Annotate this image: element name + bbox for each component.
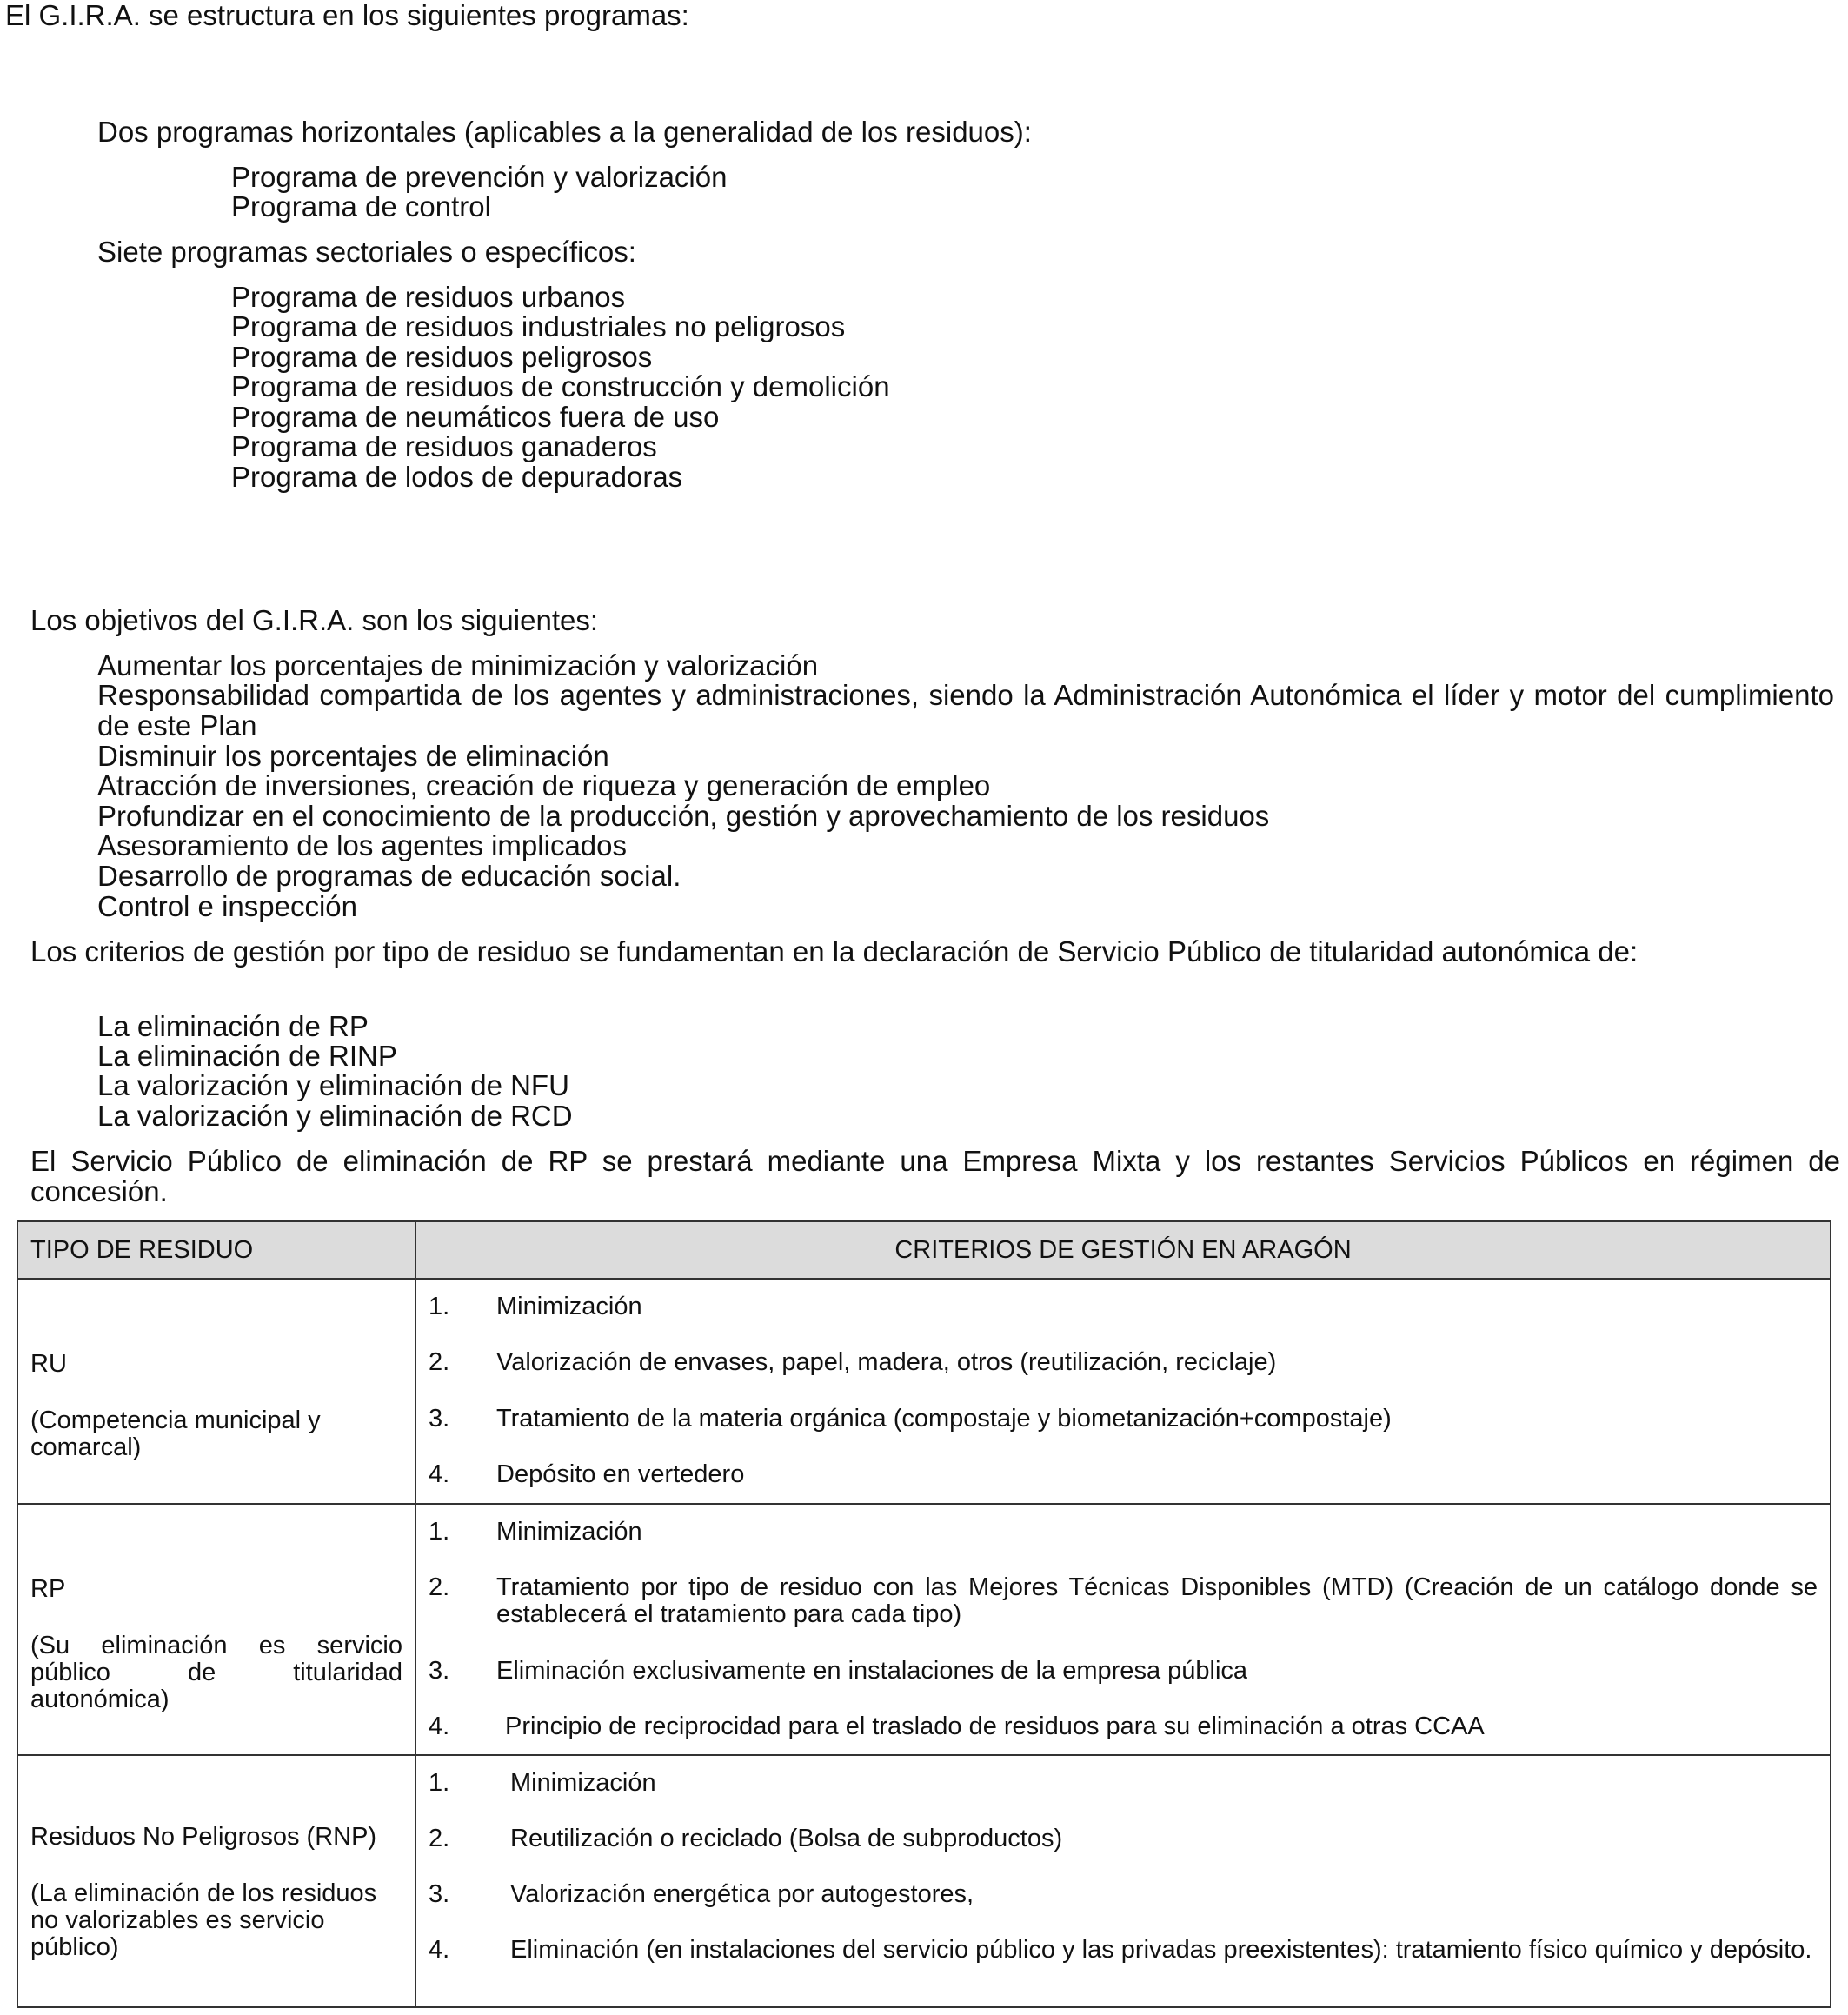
objective-item: Aumentar los porcentajes de minimización y valorización (97, 649, 819, 682)
waste-type-cell (17, 1755, 415, 2007)
waste-type-cell (17, 1279, 415, 1504)
waste-type-note: (La eliminación de los residuos no valorizables es servicio público) (30, 1879, 377, 1961)
criteria-cell (415, 1279, 1831, 1504)
sectoral-program-item: Programa de residuos de construcción y demolición (231, 370, 890, 402)
list-item: 4. Principio de reciprocidad para el traslado de residuos para su eliminación a otras CCAA (429, 1712, 1485, 1740)
sectoral-program-item: Programa de residuos peligrosos (231, 341, 653, 373)
service-paragraph: El Servicio Público de eliminación de RP se prestará mediante una Empresa Mixta y los restantes Servicios Públicos en régimen de concesión. (30, 1145, 1840, 1207)
list-item: 4. Depósito en vertedero (429, 1460, 745, 1488)
table-row (17, 1755, 1831, 2007)
sectoral-program-item: Programa de lodos de depuradoras (231, 461, 683, 493)
sectoral-program-item: Programa de residuos urbanos (231, 281, 626, 313)
list-item: 2. Reutilización o reciclado (Bolsa de subproductos) (429, 1825, 1063, 1852)
objective-item: Control e inspección (97, 890, 357, 922)
list-item: 2. Valorización de envases, papel, madera, otros (reutilización, reciclaje) (429, 1348, 1277, 1376)
table-header-row (17, 1221, 1831, 1279)
list-item: 1. Minimización (429, 1769, 656, 1797)
waste-type-name: RU (30, 1350, 67, 1378)
waste-type-note: (Competencia municipal y comarcal) (30, 1407, 321, 1461)
objectives-heading: Los objetivos del G.I.R.A. son los siguientes: (30, 604, 599, 636)
list-item: 3. Eliminación exclusivamente en instalaciones de la empresa pública (429, 1657, 1248, 1685)
criteria-table (17, 1220, 1831, 2008)
horizontal-program-item: Programa de prevención y valorización (231, 161, 728, 193)
list-item: 3. Valorización energética por autogestores, (429, 1880, 974, 1908)
horizontal-program-item: Programa de control (231, 190, 491, 223)
objective-item: Asesoramiento de los agentes implicados (97, 829, 628, 861)
objective-item: Desarrollo de programas de educación social. (97, 860, 681, 892)
criteria-item: La eliminación de RINP (97, 1040, 397, 1072)
list-item: 1. Minimización (429, 1518, 642, 1546)
waste-type-name: RP (30, 1575, 66, 1603)
waste-type-cell (17, 1504, 415, 1755)
criteria-item: La eliminación de RP (97, 1010, 369, 1042)
waste-type-note: (Su eliminación es servicio público de titularidad autonómica) (30, 1632, 402, 1713)
header-waste-type: TIPO DE RESIDUO (17, 1221, 415, 1279)
horizontal-programs-heading: Dos programas horizontales (aplicables a la generalidad de los residuos): (97, 116, 1032, 148)
criteria-cell (415, 1504, 1831, 1755)
sectoral-program-item: Programa de residuos industriales no peligrosos (231, 310, 846, 342)
objective-item: Disminuir los porcentajes de eliminación (97, 740, 609, 772)
sectoral-program-item: Programa de neumáticos fuera de uso (231, 401, 720, 433)
list-item: 2. Tratamiento por tipo de residuo con las Mejores Técnicas Disponibles (MTD) (Creación de un catálogo donde se establecerá el tratamiento para cada tipo) (429, 1573, 1818, 1628)
objective-item: Profundizar en el conocimiento de la producción, gestión y aprovechamiento de los residuos (97, 800, 1270, 832)
header-management-criteria: CRITERIOS DE GESTIÓN EN ARAGÓN (415, 1221, 1831, 1279)
criteria-paragraph: Los criterios de gestión por tipo de residuo se fundamentan en la declaración de Servicio Público de titularidad autonómica de: (30, 935, 1639, 968)
table-row (17, 1279, 1831, 1504)
structure-heading: El G.I.R.A. se estructura en los siguientes programas: (5, 0, 689, 31)
waste-type-name: Residuos No Peligrosos (RNP) (30, 1823, 377, 1851)
list-item: 4. Eliminación (en instalaciones del servicio público y las privadas preexistentes): tratamiento físico químico y depósito. (429, 1936, 1812, 1964)
list-item: 3. Tratamiento de la materia orgánica (compostaje y biometanización+compostaje) (429, 1405, 1392, 1433)
objective-item: Atracción de inversiones, creación de riqueza y generación de empleo (97, 769, 991, 801)
sectoral-programs-heading: Siete programas sectoriales o específicos: (97, 236, 636, 268)
criteria-item: La valorización y eliminación de NFU (97, 1069, 569, 1101)
sectoral-program-item: Programa de residuos ganaderos (231, 430, 657, 462)
list-item: 1. Minimización (429, 1293, 642, 1320)
table-row (17, 1504, 1831, 1755)
objective-item: Responsabilidad compartida de los agentes y administraciones, siendo la Administración Autonómica el líder y motor del cumplimiento de este Plan (97, 679, 1834, 741)
criteria-cell (415, 1755, 1831, 2007)
criteria-item: La valorización y eliminación de RCD (97, 1100, 573, 1132)
